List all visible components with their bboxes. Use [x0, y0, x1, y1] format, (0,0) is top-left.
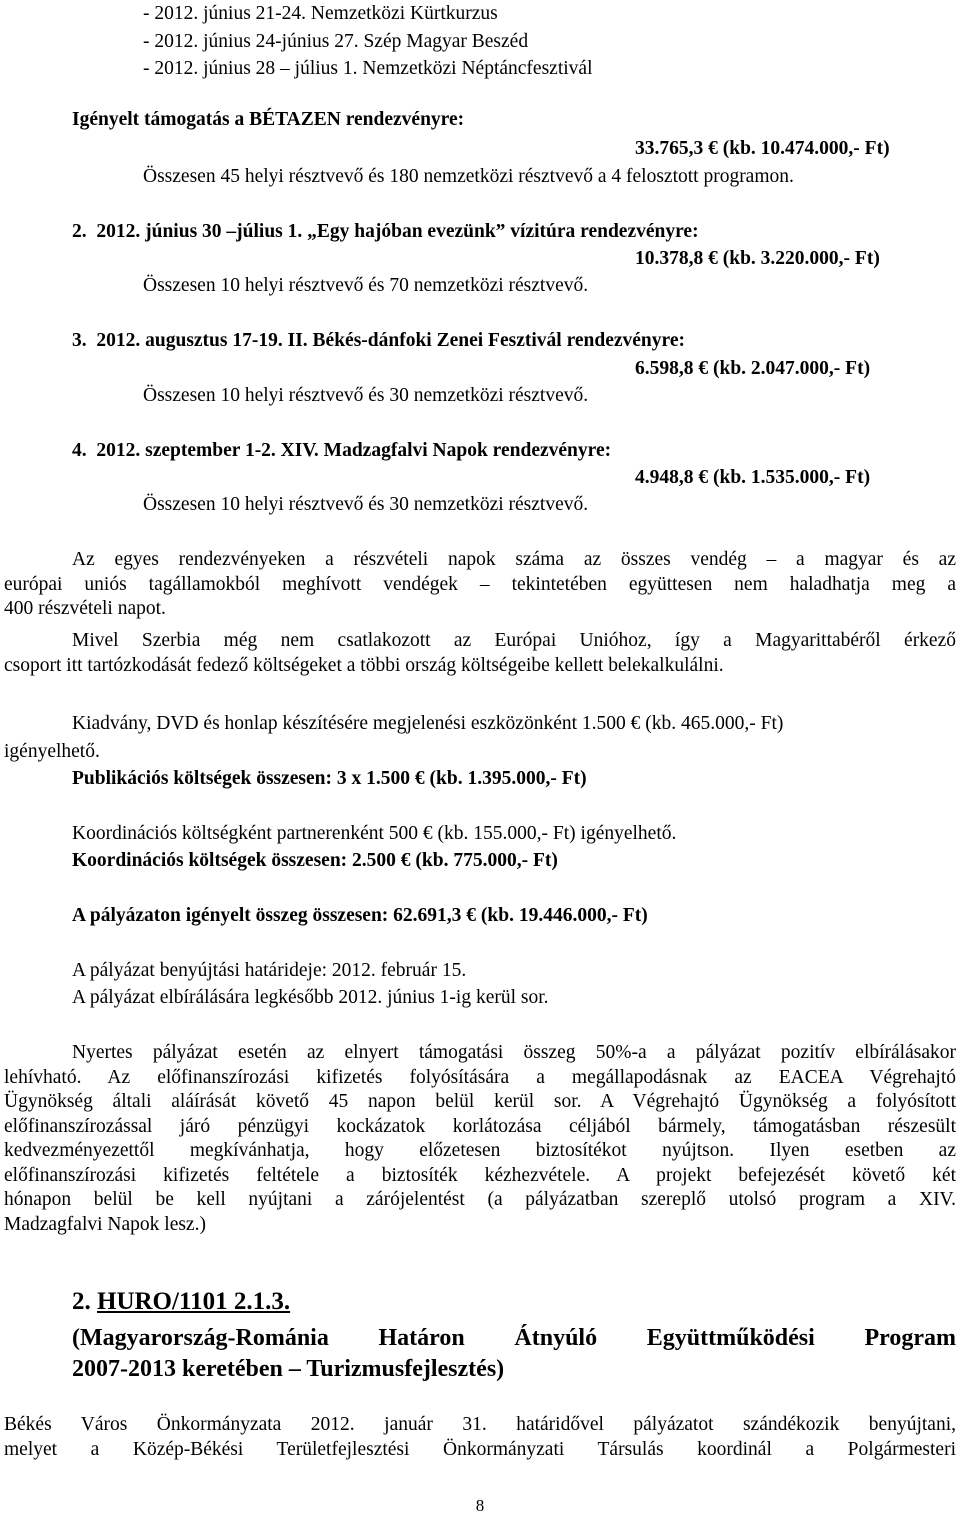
item-2-title: 2. 2012. június 30 –július 1. „Egy hajóban evezünk” vízitúra rendezvényre: — [72, 221, 699, 242]
publication-line: Kiadvány, DVD és honlap készítésére megjelenési eszközönként 1.500 € (kb. 465.000,- Ft) — [72, 713, 784, 734]
item-2-total: Összesen 10 helyi résztvevő és 70 nemzetközi résztvevő. — [143, 275, 589, 296]
event-line-1: - 2012. június 21-24. Nemzetközi Kürtkurzus — [143, 3, 498, 24]
participation-paragraph — [4, 548, 956, 622]
item-3-title: 3. 2012. augusztus 17-19. II. Békés-dánfoki Zenei Fesztivál rendezvényre: — [72, 330, 685, 351]
prefinancing-line-7: hónapon belül be kell nyújtani a zárójelentést (a pályázatban szereplő utolsó program a XIV. — [4, 1189, 956, 1210]
participation-line-2: európai uniós tagállamokból meghívott vendégek – tekintetében együttesen nem haladhatja meg a — [4, 573, 956, 595]
publication-total: Publikációs költségek összesen: 3 x 1.500 € (kb. 1.395.000,- Ft) — [72, 768, 587, 789]
section-title-line-1: (Magyarország-Románia Határon Átnyúló Együttműködési Program — [72, 1325, 956, 1351]
publication-line-2: igényelhető. — [4, 741, 100, 762]
participation-line-1: Az egyes rendezvényeken a részvételi napok száma az összes vendég – a magyar és az — [72, 549, 956, 570]
prefinancing-line-8: Madzagfalvi Napok lesz.) — [4, 1213, 206, 1235]
event-line-2: - 2012. június 24-június 27. Szép Magyar Beszéd — [143, 31, 529, 52]
prefinancing-line-6: előfinanszírozási kifizetés feltétele a biztosíték kézhezvétele. A projekt befejezését követő két — [4, 1164, 956, 1186]
page-number: 8 — [475, 1496, 485, 1515]
item-3-total: Összesen 10 helyi résztvevő és 30 nemzetközi résztvevő. — [143, 385, 589, 406]
serbia-paragraph — [4, 629, 956, 678]
prefinancing-line-4: előfinanszírozással járó pénzügyi kockázatok korlátozása céljából bármely, támogatásban részesült — [4, 1115, 956, 1137]
participation-line-3: 400 részvételi napot. — [4, 598, 166, 619]
prefinancing-line-1: Nyertes pályázat esetén az elnyert támogatási összeg 50%-a a pályázat pozitív elbírálásakor — [72, 1042, 956, 1063]
section-heading — [72, 1286, 290, 1318]
prefinancing-paragraph — [4, 1041, 956, 1237]
event-line-3: - 2012. június 28 – július 1. Nemzetközi Néptáncfesztivál — [143, 58, 593, 79]
bekes-line-2: melyet a Közép-Békési Területfejlesztési Önkormányzati Társulás koordinál a Polgármesteri — [4, 1438, 956, 1460]
bekes-line-1: Békés Város Önkormányzata 2012. január 31. határidővel pályázatot szándékozik benyújtani, — [4, 1414, 956, 1435]
application-total: A pályázaton igényelt összeg összesen: 62.691,3 € (kb. 19.446.000,- Ft) — [72, 905, 648, 926]
section-code: HURO/1101 2.1.3. — [97, 1288, 291, 1315]
bekes-paragraph — [4, 1413, 956, 1462]
item-2-amount: 10.378,8 € (kb. 3.220.000,- Ft) — [635, 248, 880, 269]
prefinancing-line-2: lehívható. Az előfinanszírozási kifizetés folyósítására a megállapodásnak az EACEA Végrehajtó — [4, 1066, 956, 1088]
serbia-line-1: Mivel Szerbia még nem csatlakozott az Európai Unióhoz, így a Magyarittabéről érkező — [72, 630, 956, 651]
prefinancing-line-5: kedvezményezettől megkívánhatja, hogy előzetesen biztosítékot nyújtson. Ilyen esetben az — [4, 1140, 956, 1161]
section-title-line-2: 2007-2013 keretében – Turizmusfejlesztés) — [72, 1356, 505, 1382]
betazen-total: Összesen 45 helyi résztvevő és 180 nemzetközi résztvevő a 4 felosztott programon. — [143, 166, 794, 187]
section-title — [72, 1323, 956, 1385]
coordination-total: Koordinációs költségek összesen: 2.500 € (kb. 775.000,- Ft) — [72, 850, 558, 871]
item-4-amount: 4.948,8 € (kb. 1.535.000,- Ft) — [635, 467, 871, 488]
item-3-amount: 6.598,8 € (kb. 2.047.000,- Ft) — [635, 358, 871, 379]
item-4-total: Összesen 10 helyi résztvevő és 30 nemzetközi résztvevő. — [143, 494, 589, 515]
prefinancing-line-3: Ügynökség általi aláírását követő 45 napon belül kerül sor. A Végrehajtó Ügynökség a folyósított — [4, 1091, 956, 1112]
betazen-amount: 33.765,3 € (kb. 10.474.000,- Ft) — [635, 138, 890, 159]
submission-deadline: A pályázat benyújtási határideje: 2012. február 15. — [72, 960, 467, 981]
section-number: 2. — [72, 1288, 91, 1315]
coordination-line: Koordinációs költségként partnerenként 500 € (kb. 155.000,- Ft) igényelhető. — [72, 823, 677, 844]
serbia-line-2: csoport itt tartózkodását fedező költségeket a többi ország költségeibe kellett belekalkulálni. — [4, 654, 724, 676]
item-4-title: 4. 2012. szeptember 1-2. XIV. Madzagfalvi Napok rendezvényre: — [72, 440, 612, 461]
evaluation-deadline: A pályázat elbírálására legkésőbb 2012. június 1-ig kerül sor. — [72, 987, 549, 1008]
betazen-heading: Igényelt támogatás a BÉTAZEN rendezvényre: — [72, 109, 465, 130]
